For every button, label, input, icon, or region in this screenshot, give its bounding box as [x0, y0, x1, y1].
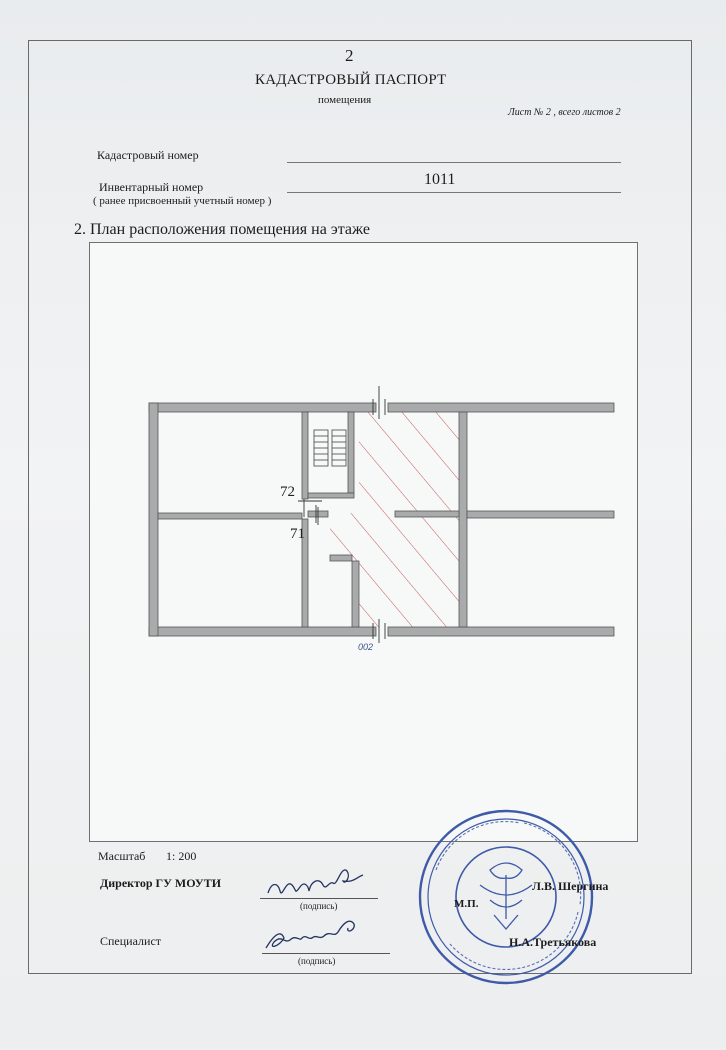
inventory-number-label: Инвентарный номер — [99, 180, 204, 194]
section-heading: 2. План расположения помещения на этаже — [74, 221, 370, 238]
room-label-72: 72 — [280, 484, 295, 500]
specialist-signature-caption: (подпись) — [298, 956, 336, 966]
premises-code-label: 002 — [358, 642, 374, 652]
room-label-71: 71 — [290, 526, 305, 542]
scale-label: Масштаб — [98, 849, 146, 863]
scale-value: 1: 200 — [166, 849, 197, 863]
director-signature-caption: (подпись) — [300, 901, 338, 911]
cadastral-number-label: Кадастровый номер — [97, 148, 199, 162]
page-number: 2 — [345, 46, 354, 65]
eagle-emblem-icon — [480, 863, 532, 929]
inventory-number-value: 1011 — [424, 171, 456, 188]
specialist-signature — [266, 921, 354, 948]
director-label: Директор ГУ МОУТИ — [100, 876, 222, 890]
specialist-label: Специалист — [100, 934, 162, 948]
director-signature — [268, 870, 363, 893]
stamp-mp-label: М.П. — [454, 898, 479, 910]
sheet-info: Лист № 2 , всего листов 2 — [508, 107, 621, 118]
document-subtitle: помещения — [318, 94, 372, 106]
director-name: Л.В. Шергина — [532, 879, 609, 893]
specialist-name: Н.А.Третьякова — [509, 935, 597, 949]
former-number-label: ( ранее присвоенный учетный номер ) — [93, 195, 272, 207]
official-stamp — [420, 811, 592, 983]
document-title: КАДАСТРОВЫЙ ПАСПОРТ — [255, 72, 447, 88]
